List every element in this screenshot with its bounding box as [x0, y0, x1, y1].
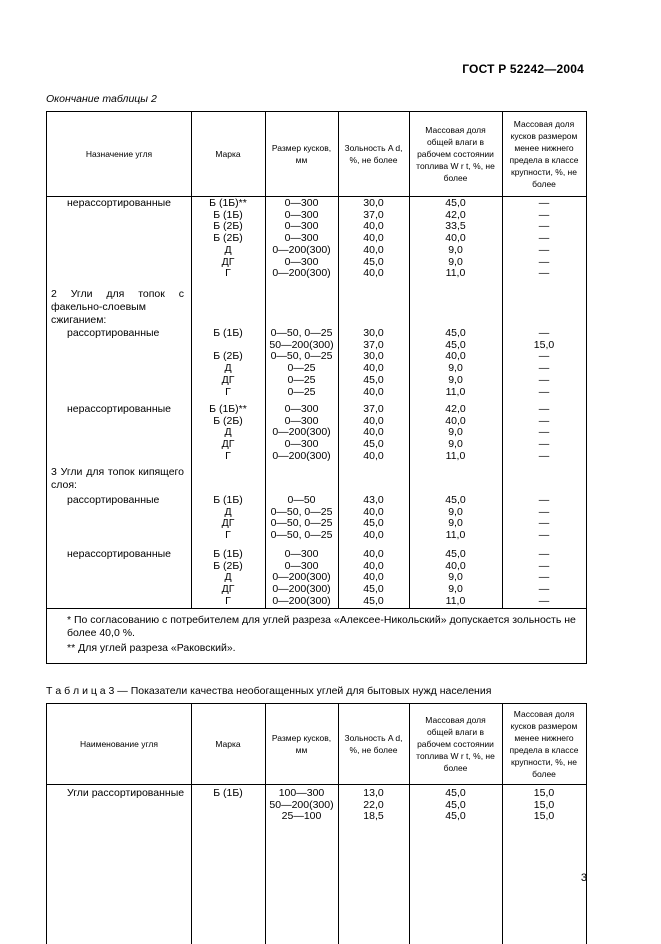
- size-list: 0—300 0—300 0—200(300) 0—200(300) 0—200(300): [272, 548, 331, 607]
- size-list: 100—300 50—200(300) 25—100: [269, 787, 334, 823]
- group-label: рассортированные: [67, 494, 160, 506]
- table2-caption: Окончание таблицы 2: [46, 93, 157, 105]
- col-header-fines: Массовая доля кусков размером менее нижнего предела в классе крупности, %, не более: [509, 119, 579, 189]
- moisture-list: 42,0 40,0 9,0 9,0 11,0: [445, 403, 466, 462]
- col-header-purpose: Назначение угля: [85, 149, 153, 159]
- size-list: 0—300 0—300 0—300 0—300 0—200(300) 0—300 0—200(300): [272, 197, 331, 280]
- fines-list: — 15,0 — — — —: [533, 327, 555, 398]
- section-heading: 3 Угли для топок кипящего слоя:: [51, 466, 184, 491]
- ash-list: 30,0 37,0 40,0 40,0 40,0 45,0 40,0: [363, 197, 384, 280]
- moisture-list: 45,0 45,0 45,0: [445, 787, 466, 823]
- footnote: ** Для углей разреза «Раковский».: [67, 642, 236, 654]
- ash-list: 43,0 40,0 45,0 40,0: [363, 494, 384, 542]
- col-header-fines: Массовая доля кусков размером менее нижнего предела в классе крупности, %, не более: [509, 709, 579, 779]
- ash-list: 40,0 40,0 40,0 45,0 45,0: [363, 548, 384, 607]
- grade-list: Б (1Б) Д ДГ Г: [213, 494, 243, 542]
- col-header-moisture: Массовая доля общей влаги в рабочем состоянии топлива W r t, %, не более: [416, 715, 495, 773]
- col-header-moisture: Массовая доля общей влаги в рабочем состоянии топлива W r t, %, не более: [416, 125, 495, 183]
- row-label: Угли рассортированные: [67, 787, 185, 799]
- fines-list: — — — — —: [538, 548, 550, 607]
- group-label: нерассортированные: [67, 403, 172, 415]
- size-list: 0—300 0—300 0—200(300) 0—300 0—200(300): [272, 403, 331, 462]
- document-code: ГОСТ Р 52242—2004: [462, 62, 584, 76]
- size-list: 0—50 0—50, 0—25 0—50, 0—25 0—50, 0—25: [270, 494, 333, 542]
- footnote: * По согласованию с потребителем для углей разреза «Алексее-Никольский» допускается зольность не более 40,0 %.: [67, 614, 576, 639]
- moisture-list: 45,0 42,0 33,5 40,0 9,0 9,0 11,0: [445, 197, 466, 280]
- grade-list: Б (1Б) Б (2Б) Д ДГ Г: [213, 548, 243, 607]
- size-list: 0—50, 0—25 50—200(300) 0—50, 0—25 0—25 0—25 0—25: [269, 327, 334, 398]
- page-number: 3: [580, 872, 587, 884]
- group-label: нерассортированные: [67, 548, 172, 560]
- section-heading: 2 Угли для топок с факельно-слоевым сжиганием:: [51, 288, 184, 326]
- col-header-name: Наименование угля: [79, 739, 158, 749]
- col-header-grade: Марка: [215, 739, 241, 749]
- moisture-list: 45,0 40,0 9,0 9,0 11,0: [445, 548, 466, 607]
- col-header-size: Размер кусков, мм: [271, 143, 332, 165]
- moisture-list: 45,0 45,0 40,0 9,0 9,0 11,0: [445, 327, 466, 398]
- grade-list: Б (1Б) Б (2Б) Д ДГ Г: [213, 327, 243, 398]
- fines-list: — — — — —: [538, 403, 550, 462]
- col-header-size: Размер кусков, мм: [271, 733, 332, 755]
- grade-list: Б (1Б)** Б (1Б) Б (2Б) Б (2Б) Д ДГ Г: [209, 197, 247, 280]
- ash-list: 37,0 40,0 40,0 45,0 40,0: [363, 403, 384, 462]
- col-header-ash: Зольность A d, %, не более: [344, 733, 403, 755]
- fines-list: — — — —: [538, 494, 550, 542]
- col-header-ash: Зольность A d, %, не более: [344, 143, 403, 165]
- ash-list: 30,0 37,0 30,0 40,0 45,0 40,0: [363, 327, 384, 398]
- moisture-list: 45,0 9,0 9,0 11,0: [445, 494, 466, 542]
- grade-list: Б (1Б): [213, 787, 243, 799]
- group-label: рассортированные: [67, 327, 160, 339]
- fines-list: 15,0 15,0 15,0: [533, 787, 555, 823]
- grade-list: Б (1Б)** Б (2Б) Д ДГ Г: [209, 403, 247, 462]
- fines-list: — — — — — — —: [538, 197, 550, 280]
- group-label: нерассортированные: [67, 197, 172, 209]
- table2: [46, 111, 587, 664]
- ash-list: 13,0 22,0 18,5: [363, 787, 384, 823]
- col-header-grade: Марка: [215, 149, 241, 159]
- table3: [46, 703, 587, 944]
- table3-caption: Т а б л и ц а 3 — Показатели качества необогащенных углей для бытовых нужд населения: [46, 685, 492, 697]
